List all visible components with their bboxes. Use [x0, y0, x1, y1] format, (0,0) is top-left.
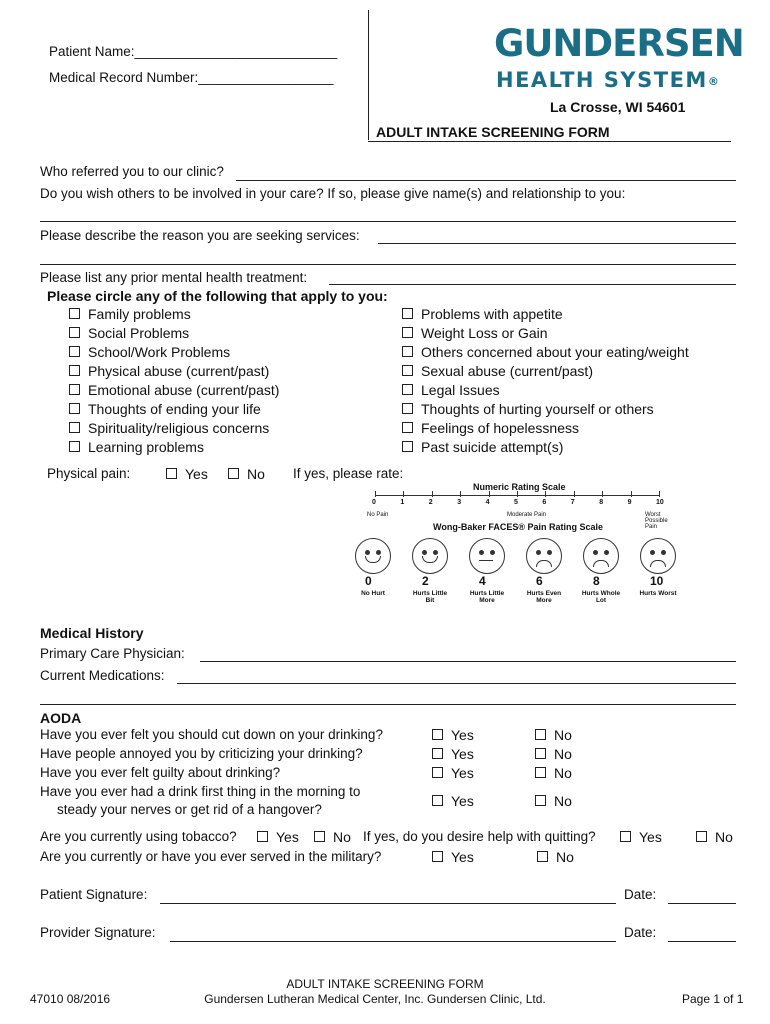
- checklist-label: School/Work Problems: [88, 344, 231, 360]
- checklist-item[interactable]: [69, 439, 204, 455]
- logo-gundersen: GUNDERSEN: [494, 22, 744, 65]
- pcp-input-line[interactable]: [200, 661, 736, 662]
- scale-tick-label: 9: [627, 499, 632, 506]
- checklist-item[interactable]: [69, 306, 191, 322]
- pain-no-option[interactable]: [228, 466, 265, 482]
- pain-face-icon: [526, 538, 562, 574]
- face-label: No Hurt: [361, 590, 385, 597]
- face-label: Hurts Worst: [639, 590, 677, 597]
- scale-tick: [403, 491, 404, 497]
- checklist-label: Sexual abuse (current/past): [421, 363, 593, 379]
- checkbox[interactable]: [402, 346, 413, 357]
- footer-form-code: 47010 08/2016: [30, 992, 111, 1006]
- checkbox[interactable]: [620, 831, 631, 842]
- scale-tick-label: 7: [570, 499, 575, 506]
- pain-face-icon: [469, 538, 505, 574]
- checklist-item[interactable]: [69, 382, 279, 398]
- option-label: No: [333, 829, 351, 845]
- face-eye: [604, 550, 609, 555]
- face-eye: [661, 550, 666, 555]
- option-label: Yes: [451, 746, 474, 762]
- checklist-label: Others concerned about your eating/weight: [421, 344, 689, 360]
- medical-record-number-field[interactable]: Medical Record Number:__________________: [49, 70, 334, 85]
- face-eye: [547, 550, 552, 555]
- aoda-q2-yes[interactable]: [432, 746, 474, 762]
- pain-rate-label: If yes, please rate:: [293, 466, 404, 481]
- face-eye: [536, 550, 541, 555]
- numeric-scale-title: Numeric Rating Scale: [473, 482, 566, 492]
- face-eye: [479, 550, 484, 555]
- checkbox[interactable]: [402, 441, 413, 452]
- face-label: Hurts Even More: [526, 590, 562, 604]
- checklist-item[interactable]: [69, 420, 269, 436]
- checklist-label: Problems with appetite: [421, 306, 563, 322]
- face-eye: [490, 550, 495, 555]
- face-label: Hurts Whole Lot: [581, 590, 621, 604]
- involved-label: Do you wish others to be involved in your care? If so, please give name(s) and relationship to you:: [40, 186, 626, 201]
- checkbox[interactable]: [402, 308, 413, 319]
- tobacco-yes[interactable]: [257, 829, 299, 845]
- referred-input-line[interactable]: [236, 180, 736, 181]
- aoda-q2: Have people annoyed you by criticizing your drinking?: [40, 746, 363, 761]
- scale-tick-label: 0: [372, 499, 376, 506]
- checklist-label: Weight Loss or Gain: [421, 325, 548, 341]
- checkbox[interactable]: [535, 767, 546, 778]
- option-label: Yes: [276, 829, 299, 845]
- checklist-label: Feelings of hopelessness: [421, 420, 579, 436]
- checkbox[interactable]: [537, 851, 548, 862]
- provider-date-line[interactable]: [668, 941, 736, 942]
- pain-yes-option[interactable]: [166, 466, 208, 482]
- prior-treatment-input-line[interactable]: [329, 284, 736, 285]
- medications-input-line[interactable]: [177, 683, 736, 684]
- checkbox[interactable]: [402, 422, 413, 433]
- scale-tick: [375, 491, 376, 497]
- option-label: No: [554, 727, 572, 743]
- scale-tick: [631, 491, 632, 497]
- patient-signature-label: Patient Signature:: [40, 887, 148, 902]
- scale-tick: [602, 491, 603, 497]
- face-label: Hurts Little More: [469, 590, 505, 604]
- checklist-label: Learning problems: [88, 439, 204, 455]
- checklist-item[interactable]: [402, 420, 579, 436]
- face-mouth: [422, 556, 438, 563]
- reason-input-line-2[interactable]: [40, 264, 736, 265]
- scale-tick-label: 10: [656, 499, 664, 506]
- pain-face-icon: [355, 538, 391, 574]
- aoda-q3-no[interactable]: [535, 765, 572, 781]
- face-number: 4: [479, 574, 486, 588]
- checkbox[interactable]: [432, 767, 443, 778]
- provider-signature-line[interactable]: [170, 941, 616, 942]
- provider-signature-label: Provider Signature:: [40, 925, 156, 940]
- scale-high-label: Worst Possible Pain: [645, 512, 668, 530]
- tobacco-no[interactable]: [314, 829, 351, 845]
- patient-signature-line[interactable]: [160, 903, 616, 904]
- reason-input-line[interactable]: [378, 243, 736, 244]
- scale-mid-label: Moderate Pain: [507, 512, 547, 518]
- checklist-item[interactable]: [402, 439, 563, 455]
- face-mouth: [365, 556, 381, 563]
- checkbox[interactable]: [228, 468, 239, 479]
- scale-tick: [460, 491, 461, 497]
- face-eye: [593, 550, 598, 555]
- aoda-q3: Have you ever felt guilty about drinking?: [40, 765, 281, 780]
- face-mouth: [536, 560, 552, 567]
- footer-organization: Gundersen Lutheran Medical Center, Inc. Gundersen Clinic, Ltd.: [204, 992, 546, 1006]
- aoda-heading: AODA: [40, 710, 82, 726]
- checkbox[interactable]: [402, 365, 413, 376]
- patient-date-label: Date:: [624, 887, 657, 902]
- face-mouth: [593, 560, 609, 567]
- pain-face-icon: [583, 538, 619, 574]
- checkbox[interactable]: [402, 403, 413, 414]
- aoda-q2-no[interactable]: [535, 746, 572, 762]
- medications-label: Current Medications:: [40, 668, 165, 683]
- option-label: No: [554, 746, 572, 762]
- face-eye: [650, 550, 655, 555]
- checklist-item[interactable]: [402, 325, 548, 341]
- header-divider: [368, 10, 369, 140]
- scale-tick-label: 1: [400, 499, 405, 506]
- option-label: No: [715, 829, 733, 845]
- checklist-label: Emotional abuse (current/past): [88, 382, 280, 398]
- face-number: 10: [650, 574, 664, 588]
- pcp-label: Primary Care Physician:: [40, 646, 185, 661]
- checklist-item[interactable]: [402, 401, 654, 417]
- checkbox[interactable]: [69, 403, 80, 414]
- pain-face-icon: [412, 538, 448, 574]
- city-address: La Crosse, WI 54601: [550, 99, 686, 115]
- checklist-label: Past suicide attempt(s): [421, 439, 564, 455]
- prior-treatment-label: Please list any prior mental health treatment:: [40, 270, 308, 285]
- aoda-q4-no[interactable]: [535, 793, 572, 809]
- scale-tick: [489, 491, 490, 497]
- scale-low-label: No Pain: [367, 512, 389, 518]
- header-rule: [368, 141, 731, 142]
- scale-tick: [545, 491, 546, 497]
- checkbox[interactable]: [69, 441, 80, 452]
- scale-tick: [517, 491, 518, 497]
- patient-date-line[interactable]: [668, 903, 736, 904]
- option-label: Yes: [451, 793, 474, 809]
- physical-pain-label: Physical pain:: [47, 466, 131, 481]
- face-mouth: [479, 560, 493, 561]
- quit-help-no[interactable]: [696, 829, 733, 845]
- checklist-item[interactable]: [402, 344, 689, 360]
- scale-tick: [432, 491, 433, 497]
- quit-help-question: If yes, do you desire help with quitting?: [363, 829, 596, 844]
- face-number: 6: [536, 574, 543, 588]
- checkbox[interactable]: [69, 365, 80, 376]
- reason-label: Please describe the reason you are seeking services:: [40, 228, 360, 243]
- checkbox[interactable]: [402, 327, 413, 338]
- checkbox[interactable]: [166, 468, 177, 479]
- checkbox[interactable]: [535, 729, 546, 740]
- option-label: No: [554, 793, 572, 809]
- checkbox[interactable]: [69, 327, 80, 338]
- involved-input-line[interactable]: [40, 221, 736, 222]
- option-label: Yes: [639, 829, 662, 845]
- checklist-item[interactable]: [402, 363, 593, 379]
- checkbox[interactable]: [432, 729, 443, 740]
- footer-page-number: Page 1 of 1: [682, 992, 744, 1006]
- face-eye: [422, 550, 427, 555]
- checkbox[interactable]: [69, 308, 80, 319]
- checklist-item[interactable]: [402, 306, 563, 322]
- checkbox[interactable]: [535, 795, 546, 806]
- referred-label: Who referred you to our clinic?: [40, 164, 224, 179]
- footer-title: ADULT INTAKE SCREENING FORM: [286, 977, 484, 991]
- option-label: Yes: [185, 466, 208, 482]
- pain-rating-scale: [345, 480, 685, 615]
- scale-tick-label: 8: [599, 499, 604, 506]
- patient-name-field[interactable]: Patient Name:___________________________: [49, 44, 338, 59]
- option-label: No: [556, 849, 574, 865]
- aoda-q1-yes[interactable]: [432, 727, 474, 743]
- checkbox[interactable]: [696, 831, 707, 842]
- checkbox[interactable]: [432, 748, 443, 759]
- checkbox[interactable]: [69, 384, 80, 395]
- checklist-item[interactable]: [69, 363, 269, 379]
- scale-tick-label: 6: [542, 499, 547, 506]
- checklist-label: Thoughts of ending your life: [88, 401, 261, 417]
- checklist-label: Physical abuse (current/past): [88, 363, 270, 379]
- face-eye: [365, 550, 370, 555]
- military-yes[interactable]: [432, 849, 474, 865]
- scale-tick: [659, 491, 660, 497]
- option-label: No: [554, 765, 572, 781]
- scale-tick-label: 5: [514, 499, 518, 506]
- face-eye: [376, 550, 381, 555]
- medical-history-heading: Medical History: [40, 625, 144, 641]
- aoda-q4-line2: steady your nerves or get rid of a hangover?: [57, 802, 322, 817]
- aoda-q1: Have you ever felt you should cut down on your drinking?: [40, 727, 383, 742]
- checklist-label: Spirituality/religious concerns: [88, 420, 270, 436]
- aoda-q3-yes[interactable]: [432, 765, 474, 781]
- checkbox[interactable]: [257, 831, 268, 842]
- military-question: Are you currently or have you ever served in the military?: [40, 849, 382, 864]
- checkbox[interactable]: [535, 748, 546, 759]
- aoda-q1-no[interactable]: [535, 727, 572, 743]
- medications-input-line-2[interactable]: [40, 704, 736, 705]
- checklist-item[interactable]: [402, 382, 500, 398]
- checklist-label: Legal Issues: [421, 382, 500, 398]
- scale-tick-label: 4: [485, 499, 490, 506]
- checklist-heading: Please circle any of the following that apply to you:: [47, 288, 388, 304]
- option-label: Yes: [451, 849, 474, 865]
- face-label: Hurts Little Bit: [412, 590, 448, 604]
- checklist-item[interactable]: [69, 401, 261, 417]
- tobacco-question: Are you currently using tobacco?: [40, 829, 237, 844]
- face-eye: [433, 550, 438, 555]
- checklist-label: Social Problems: [88, 325, 190, 341]
- checklist-item[interactable]: [69, 344, 230, 360]
- checkbox[interactable]: [432, 795, 443, 806]
- scale-tick: [574, 491, 575, 497]
- face-number: 8: [593, 574, 600, 588]
- option-label: No: [247, 466, 265, 482]
- face-number: 0: [365, 574, 372, 588]
- face-mouth: [650, 560, 666, 567]
- checkbox[interactable]: [402, 384, 413, 395]
- quit-help-yes[interactable]: [620, 829, 662, 845]
- pain-face-icon: [640, 538, 676, 574]
- aoda-q4-line1: Have you ever had a drink first thing in the morning to: [40, 784, 361, 799]
- checklist-label: Thoughts of hurting yourself or others: [421, 401, 654, 417]
- military-no[interactable]: [537, 849, 574, 865]
- form-title: ADULT INTAKE SCREENING FORM: [376, 124, 610, 140]
- checkbox[interactable]: [314, 831, 325, 842]
- checklist-label: Family problems: [88, 306, 191, 322]
- checkbox[interactable]: [69, 346, 80, 357]
- aoda-q4-yes[interactable]: [432, 793, 474, 809]
- faces-scale-title: Wong-Baker FACES® Pain Rating Scale: [433, 522, 604, 532]
- face-number: 2: [422, 574, 429, 588]
- logo-health-system: HEALTH SYSTEM®: [496, 68, 721, 92]
- option-label: Yes: [451, 765, 474, 781]
- provider-date-label: Date:: [624, 925, 657, 940]
- checkbox[interactable]: [69, 422, 80, 433]
- scale-tick-label: 2: [428, 499, 433, 506]
- scale-tick-label: 3: [457, 499, 462, 506]
- option-label: Yes: [451, 727, 474, 743]
- checklist-item[interactable]: [69, 325, 189, 341]
- checkbox[interactable]: [432, 851, 443, 862]
